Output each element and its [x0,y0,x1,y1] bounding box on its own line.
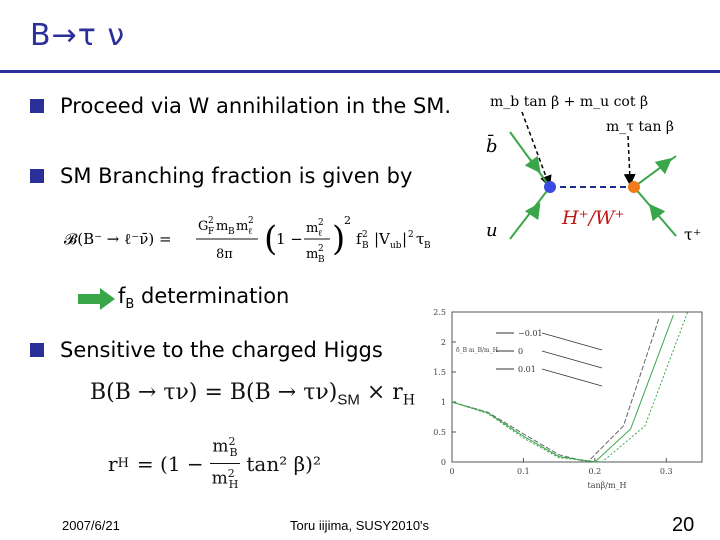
vertex-blue-icon [544,181,556,193]
svg-text:m: m [306,221,319,236]
b-bar-label: b̄ [486,136,498,157]
svg-text:2: 2 [318,244,324,254]
x-tick-label: 0.2 [588,467,602,476]
svg-text:G: G [198,219,209,234]
fb-subscript: B [125,297,135,313]
legend-label: 0 [518,347,524,356]
series-line [452,315,673,462]
svg-text:2: 2 [362,230,368,240]
legend-label: −0.01 [518,329,543,338]
feynman-diagram [470,84,720,254]
svg-text:2: 2 [318,218,324,228]
coupling-tau-label: m_τ tan β [606,119,675,135]
svg-text:B: B [424,241,431,251]
bullet-2 [30,164,412,188]
bullet-mark-icon [30,99,44,113]
y-tick-label: 1 [440,398,446,407]
y-tick-label: 1.5 [433,368,446,377]
y-tick-label: 2.5 [433,308,446,317]
higgs-br-equation [90,380,415,408]
svg-text:): ) [332,219,346,259]
bullet-3 [30,338,383,362]
higgs-br-lhs: B(B → τν) = B(B → τν) [90,380,338,405]
y-tick-label: 0.5 [433,428,446,437]
svg-text:B: B [362,241,369,251]
svg-text:(: ( [264,219,278,259]
svg-text:B: B [228,227,235,237]
coupling-b-label: m_b tan β + m_u cot β [490,94,649,110]
legend-label: 0.01 [518,365,536,374]
svg-text:ub: ub [390,241,402,251]
svg-text:ℓ: ℓ [318,229,323,239]
chart-frame [452,312,702,462]
svg-text:2: 2 [208,216,214,226]
sm-branching-equation [60,202,480,272]
svg-text:m: m [236,219,249,234]
svg-text:m: m [306,247,319,262]
svg-text:2: 2 [408,230,414,240]
legend-pointer [542,333,602,350]
footer-date: 2007/6/21 [62,518,120,533]
svg-text:1 −: 1 − [276,230,303,248]
svg-text:8π: 8π [216,247,233,262]
bullet-1 [30,94,451,118]
bullet-1-text: Proceed via W annihilation in the SM. [60,94,452,118]
bullet-mark-icon [30,169,44,183]
svg-text:F: F [208,227,215,237]
rh-tail: tan² β)² [246,451,321,476]
y-tick-label: 0 [440,458,446,467]
higgs-br-sub: H [402,392,416,409]
title-rule [0,70,720,73]
propagator-label: H⁺/W⁺ [562,207,625,229]
svg-text:f: f [356,230,362,248]
vertex-orange-icon [628,181,640,193]
rh-equation [108,432,321,495]
svg-text:2: 2 [344,214,351,227]
fb-determination [118,284,289,312]
rh-lhs: r [108,451,118,476]
u-label: u [486,220,498,241]
rh-fraction [210,432,241,495]
svg-text:𝓑(B⁻ → ℓ⁻ν̄) =: 𝓑(B⁻ → ℓ⁻ν̄) = [64,230,172,248]
x-tick-label: 0.1 [517,467,530,476]
legend-pointer [542,351,602,368]
bullet-2-text: SM Branching fraction is given by [60,164,413,188]
series-line [452,318,659,462]
legend-pointer [542,369,602,386]
y-tick-label: 2 [440,338,446,347]
x-tick-label: 0.3 [659,467,673,476]
x-axis-label: tanβ/m_H [587,481,627,490]
bullet-3-text: Sensitive to the charged Higgs [60,338,383,362]
rh-numerator: $m^2_B$ [210,432,239,464]
series-line [452,312,688,462]
tau-plus-label: τ⁺ [684,225,702,244]
higgs-br-sm: SM [337,391,360,409]
svg-text:m: m [216,219,229,234]
fb-rest: determination [134,284,290,308]
legend-title: δ_B m_B/m_H [456,347,498,354]
svg-text:ℓ: ℓ [248,227,253,237]
green-arrow-icon [78,287,116,311]
svg-text:B: B [318,255,325,265]
svg-text:|V: |V [374,230,390,248]
rh-sub: H [117,456,129,472]
svg-text:τ: τ [416,230,425,248]
rh-chart [418,304,718,510]
rh-mid: = (1 − [136,451,204,476]
bullet-mark-icon [30,343,44,357]
footer-author: Toru iijima, SUSY2010's [290,518,430,533]
slide-title: B→τ ν [30,18,126,53]
page-number: 20 [672,514,695,536]
svg-text:2: 2 [248,216,254,226]
svg-text:|: | [402,230,408,248]
rh-denominator: $m^2_H$ [211,467,239,492]
higgs-br-rhs: × r [366,380,403,405]
x-tick-label: 0 [449,467,455,476]
fb-symbol: f [118,284,126,308]
